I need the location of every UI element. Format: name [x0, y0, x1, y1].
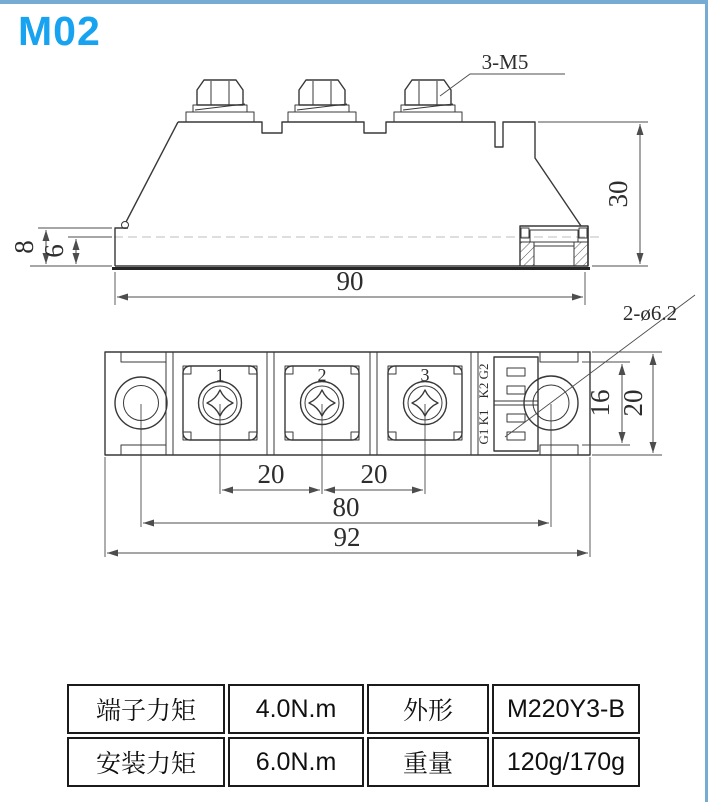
terminal-stud-3 — [394, 80, 462, 122]
side-body-left-slope — [126, 122, 178, 222]
dim-total-length-92 — [107, 522, 588, 553]
page-title: M02 — [18, 8, 101, 54]
dim-pitch-a-text: 20 — [257, 459, 285, 489]
dim-length-text: 90 — [336, 266, 364, 296]
spec-label-weight: 重量 — [367, 737, 489, 787]
terminal-number-1: 1 — [215, 365, 225, 385]
terminal-number-2: 2 — [317, 365, 327, 385]
dim-pitch-a — [222, 459, 320, 490]
spec-table — [64, 681, 643, 790]
spec-label-terminal-torque: 端子力矩 — [67, 684, 225, 734]
dim-pitch-b-text: 20 — [360, 459, 388, 489]
dim-height-30 — [538, 122, 648, 266]
dim-hole-span-80 — [143, 492, 549, 523]
left-end-steps — [121, 352, 166, 455]
dim-length-90 — [115, 266, 585, 305]
dim-base-text: 8 — [9, 240, 39, 254]
dim-total-length-text: 92 — [333, 522, 361, 552]
side-view — [9, 50, 648, 305]
spec-label-outline: 外形 — [367, 684, 489, 734]
dim-inner-width-text: 16 — [585, 389, 615, 417]
dim-hole-span-text: 80 — [332, 492, 360, 522]
spec-label-mounting-torque: 安装力矩 — [67, 737, 225, 787]
thread-callout — [440, 50, 565, 96]
thread-label: 3-M5 — [481, 50, 529, 74]
spec-row-2 — [67, 737, 640, 787]
dim-width-text: 20 — [618, 389, 648, 417]
hatch-right — [574, 242, 588, 266]
side-body-top-outline — [178, 122, 581, 226]
right-end-steps — [540, 352, 578, 455]
gate-label-lower: G1 K1 — [476, 409, 491, 445]
dim-pitch-b — [324, 459, 423, 490]
dim-step-6 — [39, 237, 112, 264]
spec-value-terminal-torque: 4.0N.m — [228, 684, 364, 734]
spec-row-1 — [67, 684, 640, 734]
spec-value-mounting-torque: 6.0N.m — [228, 737, 364, 787]
dim-height-text: 30 — [603, 180, 633, 208]
thread-leader-line — [440, 74, 565, 96]
spec-value-outline: M220Y3-B — [492, 684, 640, 734]
terminal-stud-2 — [288, 80, 356, 122]
terminal-stud-1 — [186, 80, 254, 122]
side-baseplate-outline — [115, 226, 588, 266]
spec-value-weight: 120g/170g — [492, 737, 640, 787]
top-view — [105, 295, 695, 557]
terminal-number-3: 3 — [420, 365, 430, 385]
gate-label-upper: K2 G2 — [476, 363, 491, 399]
hole-label: 2-ø6.2 — [622, 301, 678, 325]
mounting-ear-section — [520, 226, 588, 266]
hatch-left — [520, 242, 534, 266]
gate-connector-block — [494, 357, 538, 451]
dim-step-text: 6 — [39, 244, 69, 258]
